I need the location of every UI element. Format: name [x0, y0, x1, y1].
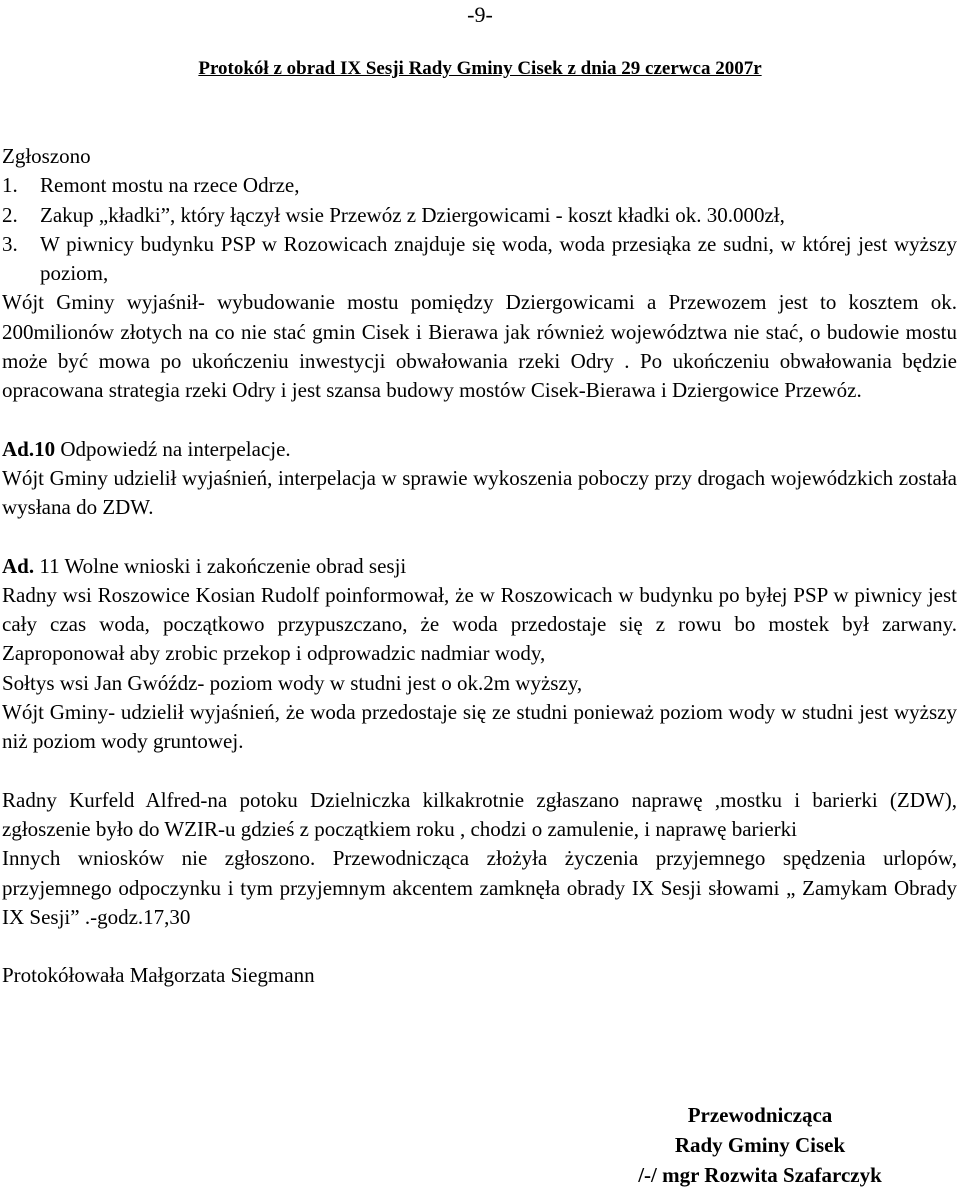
ad10-label: Ad. — [2, 436, 35, 461]
ad11-label: Ad. — [2, 553, 35, 578]
document-body — [2, 142, 957, 990]
kurfeld-paragraph: Radny Kurfeld Alfred-na potoku Dzielniczka kilkakrotnie zgłaszano naprawę ,mostku i barierki (ZDW), zgłoszenie było do WZIR-u gdzieś z początkiem roku , chodzi o zamulenie, i naprawę barierki — [2, 787, 957, 841]
paragraph-gap — [2, 932, 957, 961]
signature-name: /-/ mgr Rozwita Szafarczyk — [638, 1163, 882, 1187]
reported-items-list — [2, 171, 957, 288]
recorder-line: Protokółowała Małgorzata Siegmann — [2, 963, 315, 988]
ad10-heading-text: Odpowiedź na interpelacje. — [55, 436, 291, 461]
list-item-text: Remont mostu na rzece Odrze, — [40, 173, 300, 198]
ad11-paragraph-soltys: Sołtys wsi Jan Gwóźdz- poziom wody w studni jest o ok.2m wyższy, — [2, 670, 583, 695]
paragraph-gap — [2, 523, 957, 552]
ad11-paragraph-wojt: Wójt Gminy- udzielił wyjaśnień, że woda przedostaje się ze studni ponieważ poziom wody w studni jest wyższy niż poziom wody gruntowej. — [2, 700, 957, 754]
paragraph-gap — [2, 757, 957, 786]
list-item-text: W piwnicy budynku PSP w Rozowicach znajduje się woda, woda przesiąka ze sudni, w której jest wyższy poziom, — [40, 231, 957, 286]
ad10-number: 10 — [34, 436, 56, 461]
wojt-explanation-paragraph: Wójt Gminy wyjaśnił- wybudowanie mostu pomiędzy Dziergowicami a Przewozem jest to kosztem ok. 200milionów złotych na co nie stać gmin Cisek i Bierawa jak również województwa nie stać, o budowie mostu może być mowa po ukończeniu inwestycji obwałowania rzeki Odry . Po ukończeniu obwałowania będzie opracowana strategia rzeki Odry i jest szansa budowy mostów Cisek-Bierawa i Dziergowice Przewóz. — [2, 290, 957, 403]
list-item-number: 1. — [2, 173, 18, 198]
ad11-number: 11 — [34, 553, 60, 578]
ad11-heading — [2, 552, 957, 581]
signature-title: Przewodnicząca — [687, 1103, 833, 1127]
list-item-number: 3. — [2, 231, 18, 256]
ad11-heading-text: Wolne wnioski i zakończenie obrad sesji — [59, 553, 407, 578]
list-item — [2, 230, 957, 289]
reported-label: Zgłoszono — [2, 144, 91, 168]
signature-block — [560, 1100, 960, 1190]
document-title: Protokół z obrad IX Sesji Rady Gminy Cisek z dnia 29 czerwca 2007r — [198, 58, 762, 79]
paragraph-gap — [2, 406, 957, 435]
ad10-paragraph: Wójt Gminy udzielił wyjaśnień, interpelacja w sprawie wykoszenia poboczy przy drogach wojewódzkich została wysłana do ZDW. — [2, 465, 957, 520]
signature-council: Rady Gminy Cisek — [674, 1133, 846, 1157]
list-item — [2, 201, 957, 230]
page-number: -9- — [467, 2, 493, 27]
ad10-heading — [2, 435, 957, 464]
ad11-paragraph-radny: Radny wsi Roszowice Kosian Rudolf poinformował, że w Roszowicach w budynku po byłej PSP w piwnicy jest cały czas woda, początkowo przypuszczano, że woda przedostaje się z rowu bo mostek był zarwany. Zaproponował aby zrobic przekop i odprowadzic nadmiar wody, — [2, 582, 957, 666]
closing-paragraph: Innych wniosków nie zgłoszono. Przewodnicząca złożyła życzenia przyjemnego spędzenia urlopów, przyjemnego odpoczynku i tym przyjemnym akcentem zamknęła obrady IX Sesji słowami „ Zamykam Obrady IX Sesji” .-godz.17,30 — [2, 846, 957, 929]
list-item — [2, 171, 957, 200]
list-item-number: 2. — [2, 202, 18, 227]
list-item-text: Zakup „kładki”, który łączył wsie Przewóz z Dziergowicami - koszt kładki ok. 30.000zł, — [40, 202, 785, 227]
